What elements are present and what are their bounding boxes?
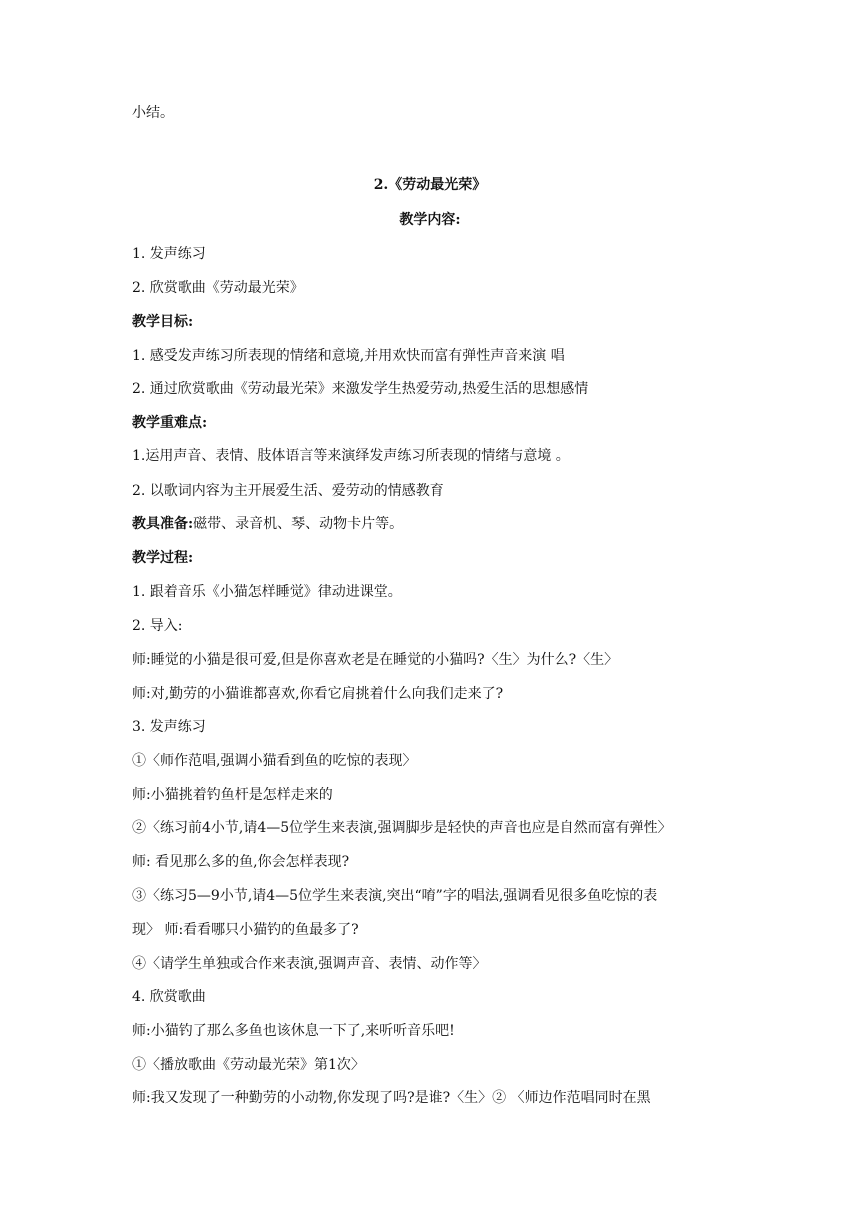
prep-line [132, 515, 734, 533]
section-title: 2.《劳动最光荣》 [373, 177, 487, 193]
process-line-6: ①〈师作范唱,强调小猫看到鱼的吃惊的表现〉 [132, 753, 417, 769]
summary-text: 小结。 [132, 105, 174, 121]
process-line-9: 师: 看见那么多的鱼,你会怎样表现? [132, 854, 350, 870]
content-item-1: 1. 发声练习 [132, 246, 206, 262]
process-line-4: 师:对,勤劳的小猫谁都喜欢,你看它肩挑着什么向我们走来了? [132, 686, 504, 702]
difficulty-heading: 教学重难点: [132, 415, 208, 431]
goal-item-1: 1. 感受发声练习所表现的情绪和意境,并用欢快而富有弹性声音来演 唱 [132, 348, 565, 364]
process-line-2: 2. 导入: [132, 618, 183, 634]
prep-label: 教具准备: [132, 516, 194, 532]
process-line-11: 现〉 师:看看哪只小猫钓的鱼最多了? [132, 922, 359, 938]
difficulty-item-2: 2. 以歌词内容为主开展爱生活、爱劳动的情感教育 [132, 483, 444, 499]
prep-text: 磁带、录音机、琴、动物卡片等。 [193, 516, 404, 532]
process-line-5: 3. 发声练习 [132, 719, 206, 735]
process-line-7: 师:小猫挑着钓鱼杆是怎样走来的 [132, 787, 333, 803]
process-line-16: 师:我又发现了一种勤劳的小动物,你发现了吗?是谁?〈生〉② 〈师边作范唱同时在黑 [132, 1090, 651, 1106]
goal-item-2: 2. 通过欣赏歌曲《劳动最光荣》来激发学生热爱劳动,热爱生活的思想感情 [132, 381, 589, 397]
goals-heading: 教学目标: [132, 314, 194, 330]
difficulty-item-1: 1.运用声音、表情、肢体语言等来演绎发声练习所表现的情绪与意境 。 [132, 448, 570, 464]
process-line-1: 1. 跟着音乐《小猫怎样睡觉》律动进课堂。 [132, 584, 402, 600]
process-line-14: 师:小猫钓了那么多鱼也该休息一下了,来听听音乐吧! [132, 1023, 455, 1039]
process-line-8: ②〈练习前4小节,请4—5位学生来表演,强调脚步是轻快的声音也应是自然而富有弹性〉 [132, 820, 672, 836]
process-line-15: ①〈播放歌曲《劳动最光荣》第1次〉 [132, 1057, 365, 1073]
content-heading: 教学内容: [399, 212, 461, 228]
content-item-2: 2. 欣赏歌曲《劳动最光荣》 [132, 280, 304, 296]
process-line-12: ④〈请学生单独或合作来表演,强调声音、表情、动作等〉 [132, 956, 487, 972]
process-heading: 教学过程: [132, 550, 194, 566]
process-line-10: ③〈练习5—9小节,请4—5位学生来表演,突出“唷”字的唱法,强调看见很多鱼吃惊的表 [132, 888, 658, 904]
process-line-3: 师:睡觉的小猫是很可爱,但是你喜欢老是在睡觉的小猫吗?〈生〉为什么?〈生〉 [132, 652, 619, 668]
process-line-13: 4. 欣赏歌曲 [132, 989, 206, 1005]
